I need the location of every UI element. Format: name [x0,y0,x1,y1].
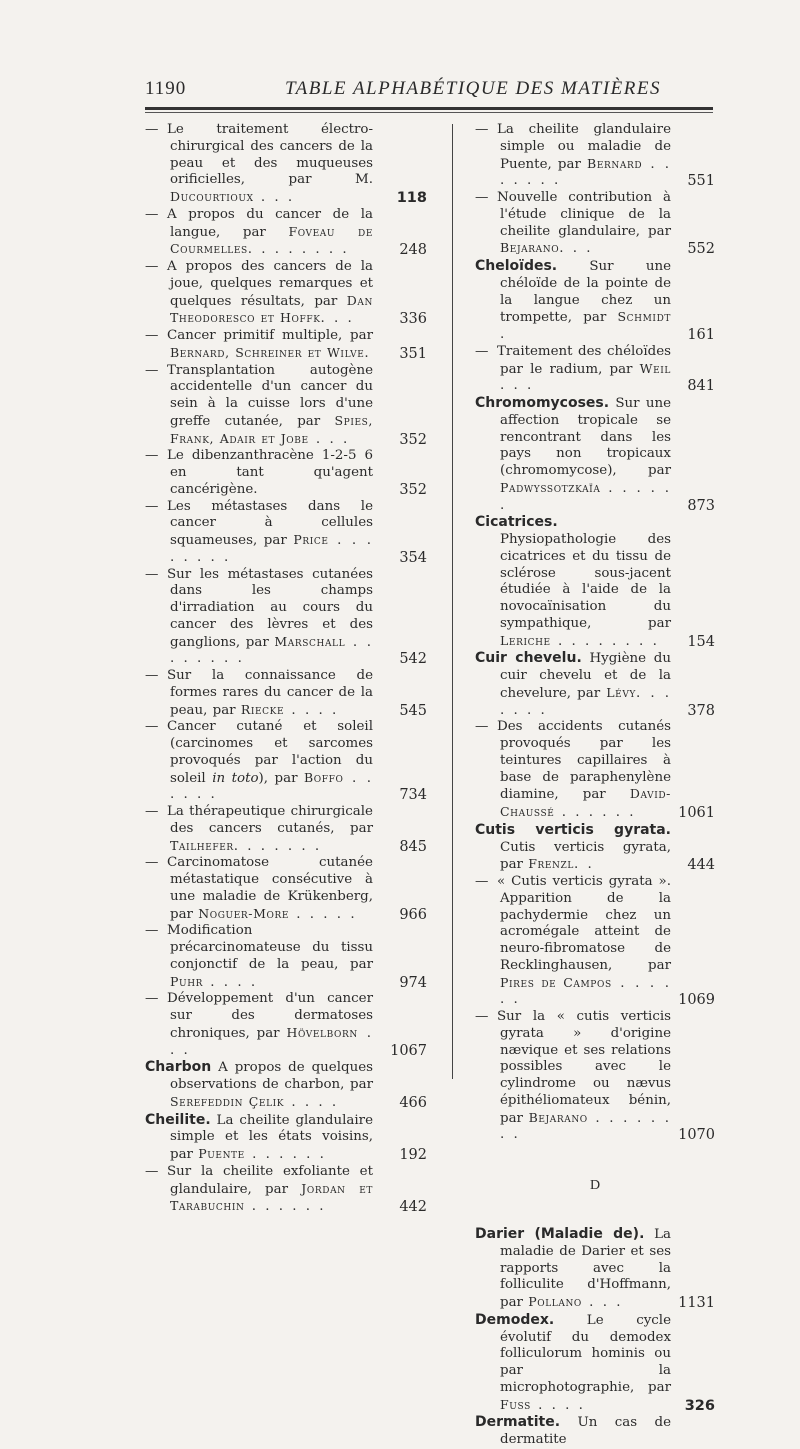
entry-dash: — [145,1163,159,1179]
index-entry [475,1414,715,1449]
entry-page-number: 192 [399,1147,427,1163]
entry-dash: — [475,1009,489,1024]
entry-text: Traitement des chéloïdes par le radium, par [497,343,671,377]
index-entry [475,344,715,395]
entry-author: Boffo [304,769,344,785]
index-entry [475,395,715,514]
entry-dash: — [145,991,159,1007]
entry-page-number: 1061 [678,805,715,821]
entry-author: Dan Theodoresco et Hoffk [170,292,373,326]
entry-page-number: 161 [687,327,715,343]
entry-leader: . [364,345,371,361]
entry-author: Weil [639,360,671,376]
entry-leader: . . . . . . [500,480,671,513]
entry-dash: — [145,923,159,939]
entry-author: Price [293,532,329,547]
entry-page-number: 354 [399,549,427,566]
entry-leader: . . . . . . . . [170,634,373,667]
entry-author: Tailhefer [170,837,234,853]
entry-leader: . . . . . . . . [170,533,373,565]
entry-text: A propos du cancer de la langue, par [167,206,373,240]
entry-author: Bernard [587,155,643,171]
entry-author: Hövelborn [286,1024,358,1040]
index-entry [475,650,715,719]
entry-page-number: 442 [399,1199,427,1216]
index-entry [145,719,427,804]
entry-dash: — [145,804,159,819]
page-header [145,78,715,102]
entry-leader: . . . . . . . . [500,1110,672,1143]
entry-author: Leriche [500,632,551,648]
entry-page-number: 248 [399,242,427,259]
entry-author: Jordan et Tarabuchin [170,1180,373,1214]
entry-text: Sur une chéloïde de la pointe de la langue chez un trompette, par [500,259,671,326]
entry-leader: . . . . . . . . [247,242,349,258]
header-rule-thin [145,112,713,113]
entry-page-number: 552 [687,241,715,258]
entry-page-number: 873 [687,497,715,514]
entry-author: Lévy [606,684,636,700]
entry-page-number: 336 [399,311,427,328]
entry-text: Le dibenzanthracène 1-2-5 6 en tant qu'agent cancérigène. [167,448,373,497]
entry-leader: . . . . . . [244,1147,326,1162]
entry-text: Cancer cutané et soleil (carcinomes et sarcomes provoqués par l'action du soleil [167,719,373,786]
entry-text: « Cutis verticis gyrata ». Apparition de la pachydermie chez un acromégale atteint de neuro-fibromatose de Recklinghausen, par [497,874,671,973]
entry-leader: . . . [581,1295,623,1310]
entry-page-number: 545 [399,702,427,719]
entry-author: Schmidt [617,309,671,325]
entry-page-number: 1069 [678,992,715,1009]
entry-headword: Dermatite. [475,1414,561,1431]
entry-author: Puhr [170,973,204,989]
page-number: 1190 [145,78,187,99]
entry-leader: . . . [308,431,350,447]
entry-page-number: 1067 [390,1042,427,1059]
entry-headword: Chromomycoses. [475,395,610,411]
entry-author: Pollano [528,1294,582,1309]
entry-page-number: 444 [687,857,715,874]
entry-leader: . . . [170,1025,373,1058]
entry-text: A propos de quelques observations de charbon, par [170,1060,373,1092]
entry-text: A propos des cancers de la joue, quelques remarques et quelques résultats, par [167,259,373,309]
entry-text: Hygiène du cuir chevelu et de la chevelure, par [500,651,671,701]
entry-page-number: 841 [687,378,715,395]
index-entry [475,719,715,822]
entry-author: Puente [198,1146,245,1161]
entry-author: Serefeddin Çelik [170,1093,285,1109]
entry-page-number: 966 [399,906,427,923]
entry-leader: . . . . . . . [233,838,322,854]
entry-author: Spies, Frank, Adair et Jobe [170,412,373,446]
index-entry [145,1112,427,1164]
entry-leader: . . . . . [289,906,357,922]
entry-page-number: 378 [687,702,715,719]
entry-headword: Cicatrices. [475,514,558,531]
entry-text: Sur une affection tropicale se rencontrant dans les pays non tropicaux (chromomycose), par [500,396,671,478]
index-entry [475,1312,715,1415]
entry-leader: . . . . . . . [500,685,671,718]
entry-page-number: 352 [399,431,427,448]
index-entry [145,499,427,567]
entry-text: Le cycle évolutif du demodex folliculorum hominis ou par la microphotographie, par [500,1312,671,1395]
entry-text: Carcinomatose cutanée métastatique consécutive à une maladie de Krükenberg, par [167,855,373,922]
index-entry [145,448,427,498]
entry-author: Frenzl [528,856,574,872]
entry-dash: — [475,190,489,205]
entry-dash: — [475,122,489,137]
index-entry [475,874,715,1009]
entry-text: Le traitement électro-chirurgical des cancers de la peau et des muqueuses orificielles, par M. [167,122,373,188]
entry-text: Sur la cheilite exfoliante et glandulaire, par [167,1163,373,1197]
entry-dash: — [475,343,489,359]
index-entry [475,122,715,190]
index-entry [145,1164,427,1216]
entry-leader: . [500,327,507,342]
entry-headword: Cutis verticis gyrata. [475,821,671,838]
entry-leader: . . . . . . [244,1199,326,1215]
entry-leader: . . . [500,378,534,394]
index-entry [475,258,715,344]
entry-leader: . . . . [530,1397,585,1413]
index-entry [475,1226,715,1312]
entry-author: Noguer-More [198,905,290,921]
entry-dash: — [475,874,489,889]
entry-text: La maladie de Darier et ses rapports avec la folliculite d'Hoffmann, par [500,1227,671,1310]
entry-dash: — [145,206,159,222]
entry-page-number: 551 [687,173,715,190]
entry-author: Ducourtioux [170,189,254,204]
entry-leader: . . . . . . [170,770,373,803]
entry-leader: . . . [320,311,354,327]
entry-text: Sur la « cutis verticis gyrata » d'origine nævique et ses relations possibles avec le cylindrome ou nævus épithéliomateux bénin, par [497,1009,671,1126]
index-entry [145,122,427,207]
entry-text: Nouvelle contribution à l'étude clinique de la cheilite glandulaire, par [497,190,671,239]
entry-text: La thérapeutique chirurgicale des cancers cutanés, par [167,804,373,836]
entry-leader: . . . . . . . [500,156,672,189]
entry-text: Cancer primitif multiple, par [167,328,373,343]
entry-author: Fuss [500,1396,531,1412]
entry-author: Bejarano [528,1109,588,1125]
entry-leader: . . . . . . . . [550,633,659,649]
entry-text-cont: ), par [258,770,305,786]
index-entry [145,991,427,1059]
entry-page-number: 351 [399,345,427,362]
index-entry [145,259,427,328]
entry-author: Bejarano [500,240,560,256]
entry-text: Sur la connaissance de formes rares du cancer de la peau, par [167,668,373,718]
entry-headword: Cheloïdes. [475,258,558,274]
index-entry [475,190,715,258]
entry-author: Riecke [240,701,285,717]
index-entry [145,855,427,923]
entry-page-number: 845 [399,838,427,855]
left-column [145,122,427,1216]
entry-text: La cheilite glandulaire simple et les états voisins, par [170,1112,373,1162]
index-entry [475,1009,715,1144]
entry-dash: — [145,668,159,683]
entry-page-number: 1070 [678,1127,715,1144]
entry-page-number: 352 [399,481,427,498]
entry-headword: Charbon [145,1059,212,1076]
entry-text: Transplantation autogène accidentelle d'un cancer du sein à la cuisse lors d'une greffe cutanée, par [167,362,373,429]
entry-page-number: 154 [687,633,715,650]
entry-leader: . . . . [203,974,258,990]
entry-page-number: 734 [399,787,427,804]
index-entry [145,1059,427,1111]
index-entry [145,668,427,719]
running-title: TABLE ALPHABÉTIQUE DES MATIÈRES [285,78,661,99]
entry-page-number: 118 [396,190,427,206]
header-rule [145,107,713,110]
entry-text: Les métastases dans le cancer à cellules squameuses, par [167,498,373,548]
entry-text: Développement d'un cancer sur des dermatoses chroniques, par [167,991,373,1041]
entry-dash: — [145,719,159,735]
entry-author: Bernard, Schreiner et Wilve [170,344,365,360]
entry-page-number: 466 [399,1094,427,1111]
index-entry [475,822,715,874]
entry-leader: . . . . [284,702,339,718]
entry-leader: . . [573,857,594,873]
right-column [475,122,715,1449]
entry-dash: — [145,362,159,378]
entry-author: David-Chaussé [500,786,671,819]
entry-dash: — [145,122,159,137]
entry-italic: in toto [212,770,259,786]
entry-text: Modification précarcinomateuse du tissu conjonctif de la peau, par [167,923,373,972]
entry-headword: Cuir chevelu. [475,650,582,667]
index-entry [145,328,427,363]
entry-text: Un cas de dermatite [500,1415,671,1447]
entry-dash: — [145,328,159,343]
entry-leader: . . . . . . [554,805,636,820]
entry-text: Sur les métastases cutanées dans les champs d'irradiation au cours du cancer des lèvres et des ganglions, par [167,566,373,650]
entry-text: Physiopathologie des cicatrices et du tissu de sclérose sous-jacent étudiée à l'aide de la novocaïnisation du sympathique, par [500,532,671,631]
entry-leader: . . . . [284,1094,339,1110]
column-divider [452,124,453,1079]
entry-author: Marschall [274,633,346,649]
section-letter: D [589,1178,601,1193]
entry-page-number: 542 [399,651,427,668]
entry-headword: Cheilite. [145,1111,211,1128]
entry-dash: — [145,566,159,582]
entry-dash: — [145,498,159,514]
entry-headword: Darier (Maladie de). [475,1226,645,1242]
entry-leader: . . . . . . [500,975,671,1008]
entry-dash: — [145,259,159,274]
index-entry [145,363,427,449]
entry-dash: — [475,719,489,735]
index-entry [145,567,427,669]
index-entry [145,923,427,991]
entry-leader: . . . [253,190,295,205]
entry-page-number: 326 [684,1397,715,1414]
entry-author: Foveau de Courmelles [170,223,373,257]
entry-page-number: 974 [399,974,427,991]
entry-dash: — [145,448,159,464]
entry-text: Des accidents cutanés provoqués par les teintures capillaires à base de paraphenylène diamine, par [497,719,671,803]
entry-text: La cheilite glandulaire simple ou maladie de Puente, par [497,122,671,172]
index-entry [145,207,427,259]
index-entry [475,514,715,650]
entry-leader: . . . [559,241,593,257]
entry-headword: Demodex. [475,1311,555,1328]
entry-dash: — [145,855,159,871]
entry-author: Pires de Campos [500,974,612,990]
entry-author: Padwyssotzkaïa [500,479,601,495]
index-entry [145,804,427,855]
entry-page-number: 1131 [678,1295,715,1311]
entry-text: Cutis verticis gyrata, par [500,839,671,873]
